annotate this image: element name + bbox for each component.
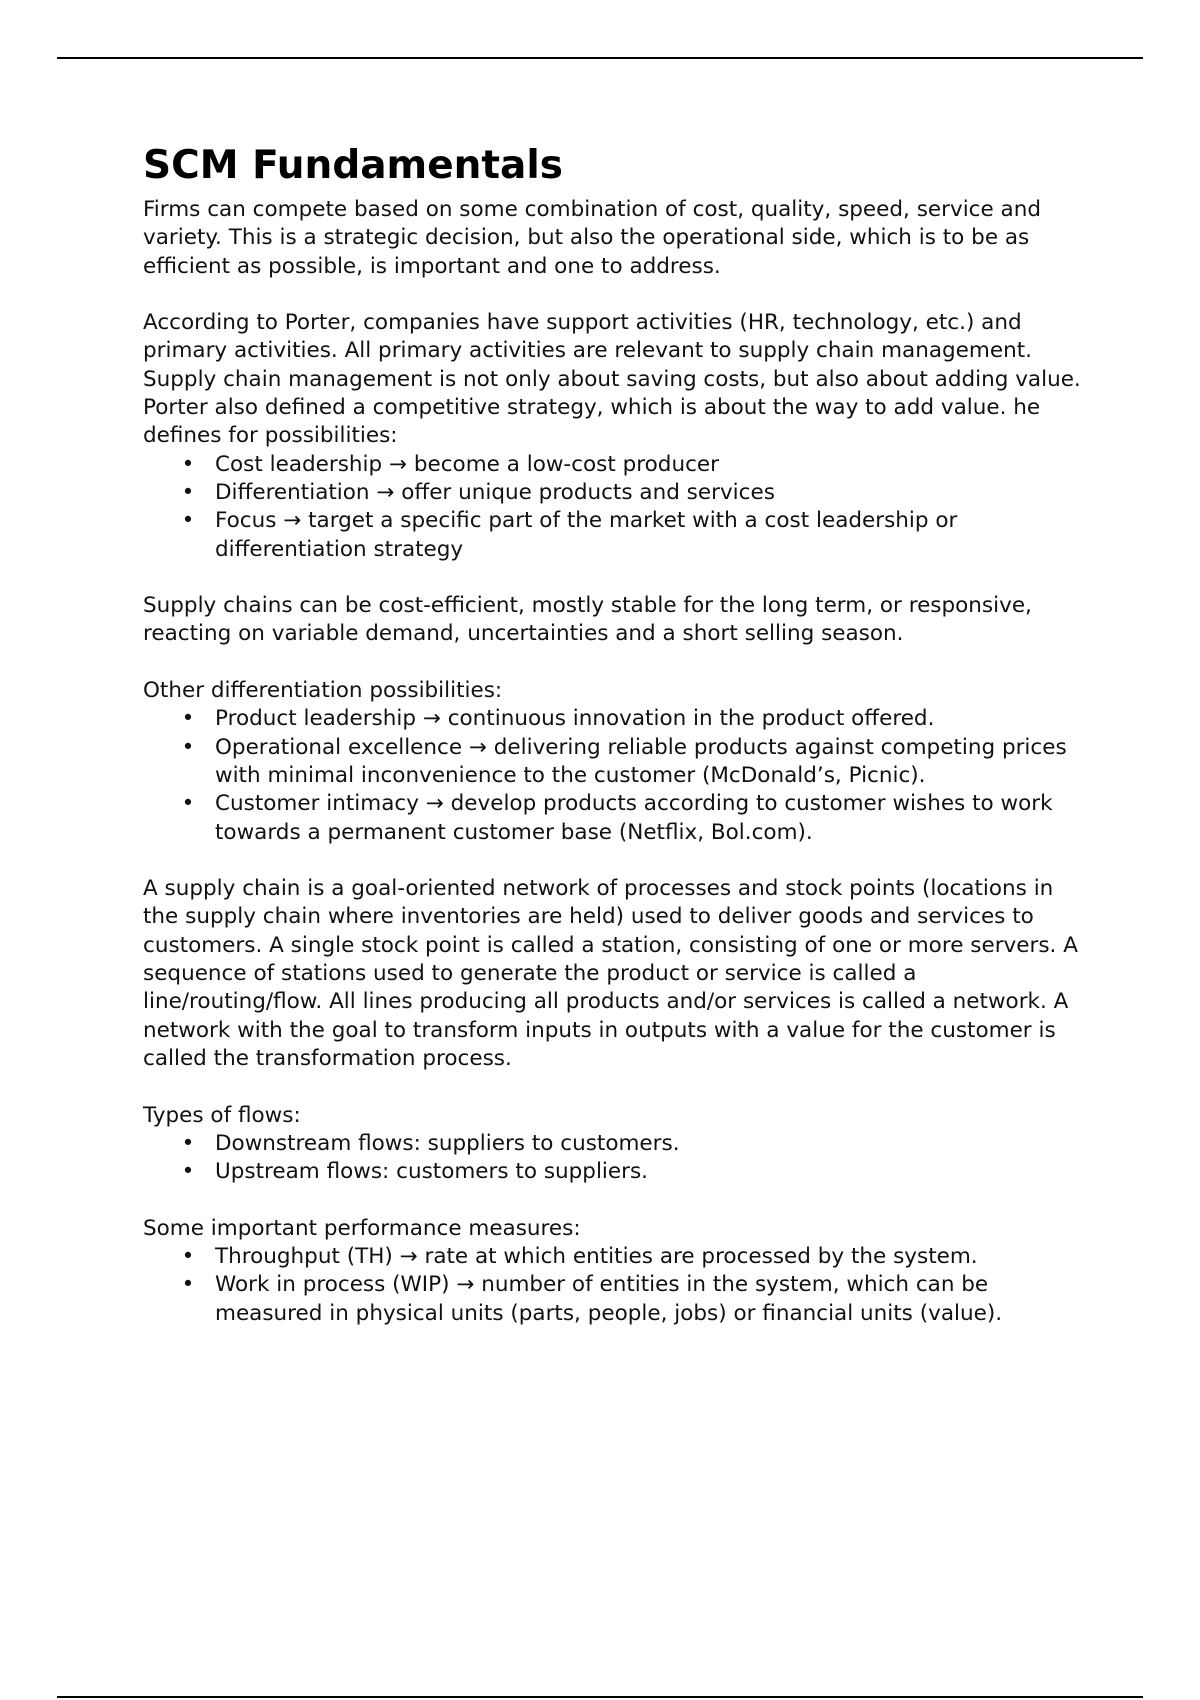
list-item xyxy=(181,1271,1083,1328)
list-item-text: Differentiation → offer unique products and services xyxy=(215,479,775,505)
header-rule xyxy=(57,57,1143,59)
bullet-icon: • xyxy=(181,1159,195,1185)
footer-rule xyxy=(57,1696,1143,1698)
list-item xyxy=(181,790,1083,847)
paragraph-supply-chain-types: Supply chains can be cost-efficient, mostly stable for the long term, or responsive, reacting on variable demand, uncertainties and a short selling season. xyxy=(143,593,1032,647)
paragraph-gap xyxy=(143,847,1083,875)
measures-list xyxy=(143,1243,1083,1328)
bullet-icon: • xyxy=(181,479,195,505)
list-item-text: Throughput (TH) → rate at which entities are processed by the system. xyxy=(215,1243,978,1269)
list-item xyxy=(181,1158,1083,1186)
paragraph-gap xyxy=(143,564,1083,592)
page-title: SCM Fundamentals xyxy=(143,143,563,188)
list-item-text: Customer intimacy → develop products according to customer wishes to work towards a permanent customer base (Netflix, Bol.com). xyxy=(215,791,1053,845)
bullet-icon: • xyxy=(181,1272,195,1298)
list-item xyxy=(181,1130,1083,1158)
list-item-text: Operational excellence → delivering reliable products against competing prices with minimal inconvenience to the customer (McDonald’s, Picnic). xyxy=(215,734,1067,788)
list-item-text: Downstream flows: suppliers to customers. xyxy=(215,1130,680,1156)
paragraph-other-differentiation: Other differentiation possibilities: xyxy=(143,678,503,704)
paragraph-supply-chain-definition: A supply chain is a goal-oriented network of processes and stock points (locations in the supply chain where inventories are held) used to deliver goods and services to customers. A single stock point is called a station, consisting of one or more servers. A sequence of stations used to generate the product or service is called a line/routing/flow. All lines producing all products and/or services is called a network. A network with the goal to transform inputs in outputs with a value for the customer is called the transformation process. xyxy=(143,876,1078,1071)
paragraph-gap xyxy=(143,281,1083,309)
list-item xyxy=(181,507,1083,564)
list-item-text: Product leadership → continuous innovation in the product offered. xyxy=(215,706,935,732)
list-item-text: Work in process (WIP) → number of entities in the system, which can be measured in physical units (parts, people, jobs) or financial units (value). xyxy=(215,1272,1003,1326)
differentiation-list xyxy=(143,705,1083,846)
list-item xyxy=(181,451,1083,479)
list-item-text: Cost leadership → become a low-cost producer xyxy=(215,451,719,477)
paragraph-porter: According to Porter, companies have support activities (HR, technology, etc.) and primary activities. All primary activities are relevant to supply chain management. Supply chain management is not only about saving costs, but also about adding value. Porter also defined a competitive strategy, which is about the way to add value. he defines for possibilities: xyxy=(143,310,1081,449)
paragraph-gap xyxy=(143,649,1083,677)
paragraph-competition: Firms can compete based on some combination of cost, quality, speed, service and variety. This is a strategic decision, but also the operational side, which is to be as efficient as possible, is important and one to address. xyxy=(143,197,1041,279)
bullet-icon: • xyxy=(181,451,195,477)
list-item xyxy=(181,479,1083,507)
porter-strategy-list xyxy=(143,451,1083,564)
bullet-icon: • xyxy=(181,1130,195,1156)
list-item-text: Focus → target a specific part of the market with a cost leadership or differentiation strategy xyxy=(215,508,958,562)
bullet-icon: • xyxy=(181,1243,195,1269)
paragraph-flow-types: Types of flows: xyxy=(143,1102,301,1128)
list-item xyxy=(181,705,1083,733)
flows-list xyxy=(143,1130,1083,1187)
bullet-icon: • xyxy=(181,791,195,817)
paragraph-gap xyxy=(143,1073,1083,1101)
list-item xyxy=(181,1243,1083,1271)
paragraph-performance-measures: Some important performance measures: xyxy=(143,1215,581,1241)
bullet-icon: • xyxy=(181,508,195,534)
paragraph-gap xyxy=(143,1186,1083,1214)
document-body xyxy=(143,138,1083,1328)
bullet-icon: • xyxy=(181,706,195,732)
list-item xyxy=(181,734,1083,791)
list-item-text: Upstream flows: customers to suppliers. xyxy=(215,1159,648,1185)
bullet-icon: • xyxy=(181,734,195,760)
